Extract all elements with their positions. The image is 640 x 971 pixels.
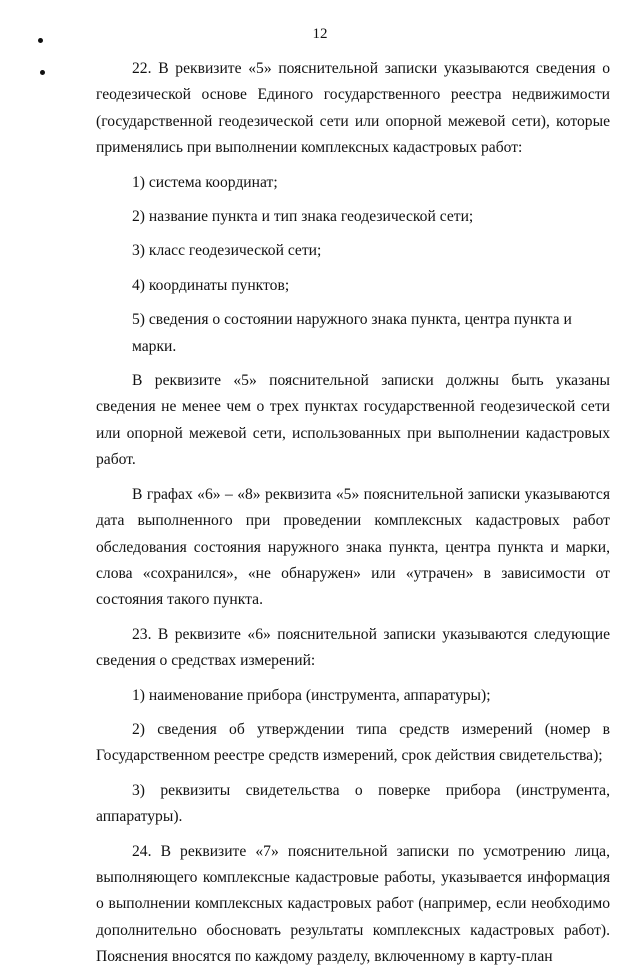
- list-item: 3) класс геодезической сети;: [132, 242, 322, 260]
- list-item: 2) сведения об утверждении типа средств измерений (номер в Государственном реестре средств измерений, срок действия свидетельства);: [96, 720, 610, 765]
- list-item: 2) название пункта и тип знака геодезической сети;: [132, 208, 474, 226]
- binding-hole-mark: [38, 38, 43, 43]
- list-item: 4) координаты пунктов;: [132, 276, 290, 294]
- paragraph-22: 22. В реквизите «5» пояснительной записки указываются сведения о геодезической основе Единого государственного реестра недвижимости (государственной геодезической сети или опорной межевой сети), которые применялись при выполнении комплексных кадастровых работ:: [96, 60, 610, 157]
- binding-hole-mark: [40, 70, 45, 75]
- list-item: 3) реквизиты свидетельства о поверке прибора (инструмента, аппаратуры).: [96, 781, 610, 826]
- paragraph-22-note: В реквизите «5» пояснительной записки должны быть указаны сведения не менее чем о трех пунктах государственной геодезической сети или опорной межевой сети, использованных при выполнении кадастровых работ.: [96, 372, 610, 469]
- page-number: 12: [312, 26, 328, 42]
- list-item: 1) система координат;: [132, 173, 278, 191]
- paragraph-24: 24. В реквизите «7» пояснительной записки по усмотрению лица, выполняющего комплексные кадастровые работы, указывается информация о выполнении комплексных кадастровых работ (например, если необходимо дополнительно обосновать результаты комплексных кадастровых работ). Пояснения вносятся по каждому разделу, включенному в карту-план: [96, 842, 610, 966]
- document-body: [96, 56, 610, 971]
- list-item: 5) сведения о состоянии наружного знака пункта, центра пункта и марки.: [132, 311, 572, 355]
- paragraph-22-graphs: В графах «6» – «8» реквизита «5» пояснительной записки указываются дата выполненного при проведении комплексных кадастровых работ обследования состояния наружного знака пункта, центра пункта и марки, слова «сохранился», «не обнаружен» или «утрачен» в зависимости от состояния такого пункта.: [96, 485, 610, 609]
- paragraph-23: 23. В реквизите «6» пояснительной записки указываются следующие сведения о средствах измерений:: [96, 625, 610, 670]
- list-item: 1) наименование прибора (инструмента, аппаратуры);: [132, 686, 491, 704]
